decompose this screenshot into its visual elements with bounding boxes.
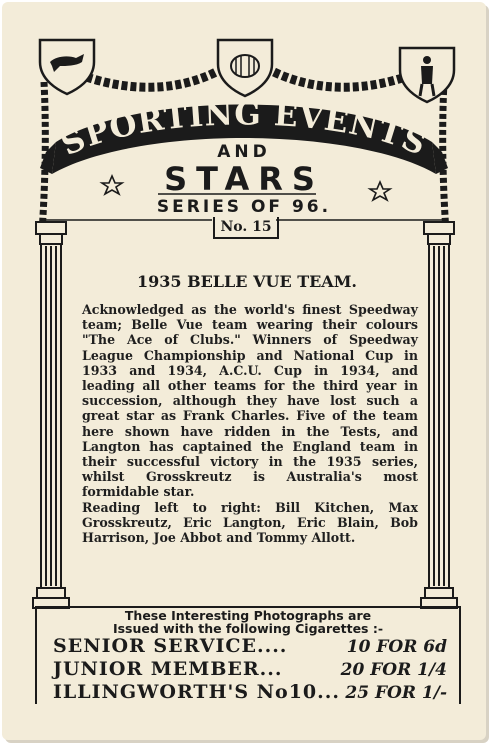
and-label: AND: [217, 142, 271, 162]
description-paragraph: Acknowledged as the world's finest Speedway team; Belle Vue team wearing their colours "The Ace of Clubs." Winners of Speedway League Championship and National Cup in 1933 and 1934, A.C.U. Cup in 1934, and leading all other teams for the third year in succession, although they have lost such a great star as Frank Charles. Five of the team here shown have ridden in the Tests, and Langton has captained the England team in their successful victory in the 1935 series, whilst Grosskreutz is Australia's most formidable star.: [82, 302, 418, 500]
brand-senior-service: [37, 635, 459, 658]
cigarette-card: [2, 2, 486, 740]
ball-icon: [218, 40, 272, 96]
brand-junior-member: [37, 658, 459, 681]
reading-caption: Reading left to right: Bill Kitchen, Max Grosskreutz, Eric Langton, Eric Blain, Bob Harrison, Joe Abbot and Tommy Allott.: [82, 499, 418, 546]
footer-intro-line2: Issued with the following Cigarettes :-: [112, 621, 384, 636]
brand-price: 25 FOR 1/-: [345, 683, 447, 703]
card-description: [82, 302, 418, 545]
card-number: No. 15: [213, 217, 279, 239]
left-column: [33, 222, 69, 608]
footer-intro-line1: These Interesting Photographs are: [124, 608, 372, 623]
cigarette-footer: [35, 606, 461, 704]
banner-title: SPORTING EVENTS: [55, 96, 433, 164]
series-label: SERIES OF 96.: [156, 197, 332, 217]
footer-intro: [37, 609, 459, 635]
stars-label: STARS: [164, 160, 324, 198]
brand-price: 20 FOR 1/4: [340, 660, 447, 680]
horse-racing-icon: [40, 40, 94, 94]
brand-illingworths: [37, 681, 459, 704]
brand-name: ILLINGWORTH'S No10...: [53, 681, 340, 703]
brand-name: SENIOR SERVICE....: [53, 635, 288, 657]
brand-price: 10 FOR 6d: [346, 637, 447, 657]
card-heading: 1935 BELLE VUE TEAM.: [136, 272, 357, 291]
brand-name: JUNIOR MEMBER...: [53, 658, 283, 680]
right-column: [421, 222, 457, 608]
